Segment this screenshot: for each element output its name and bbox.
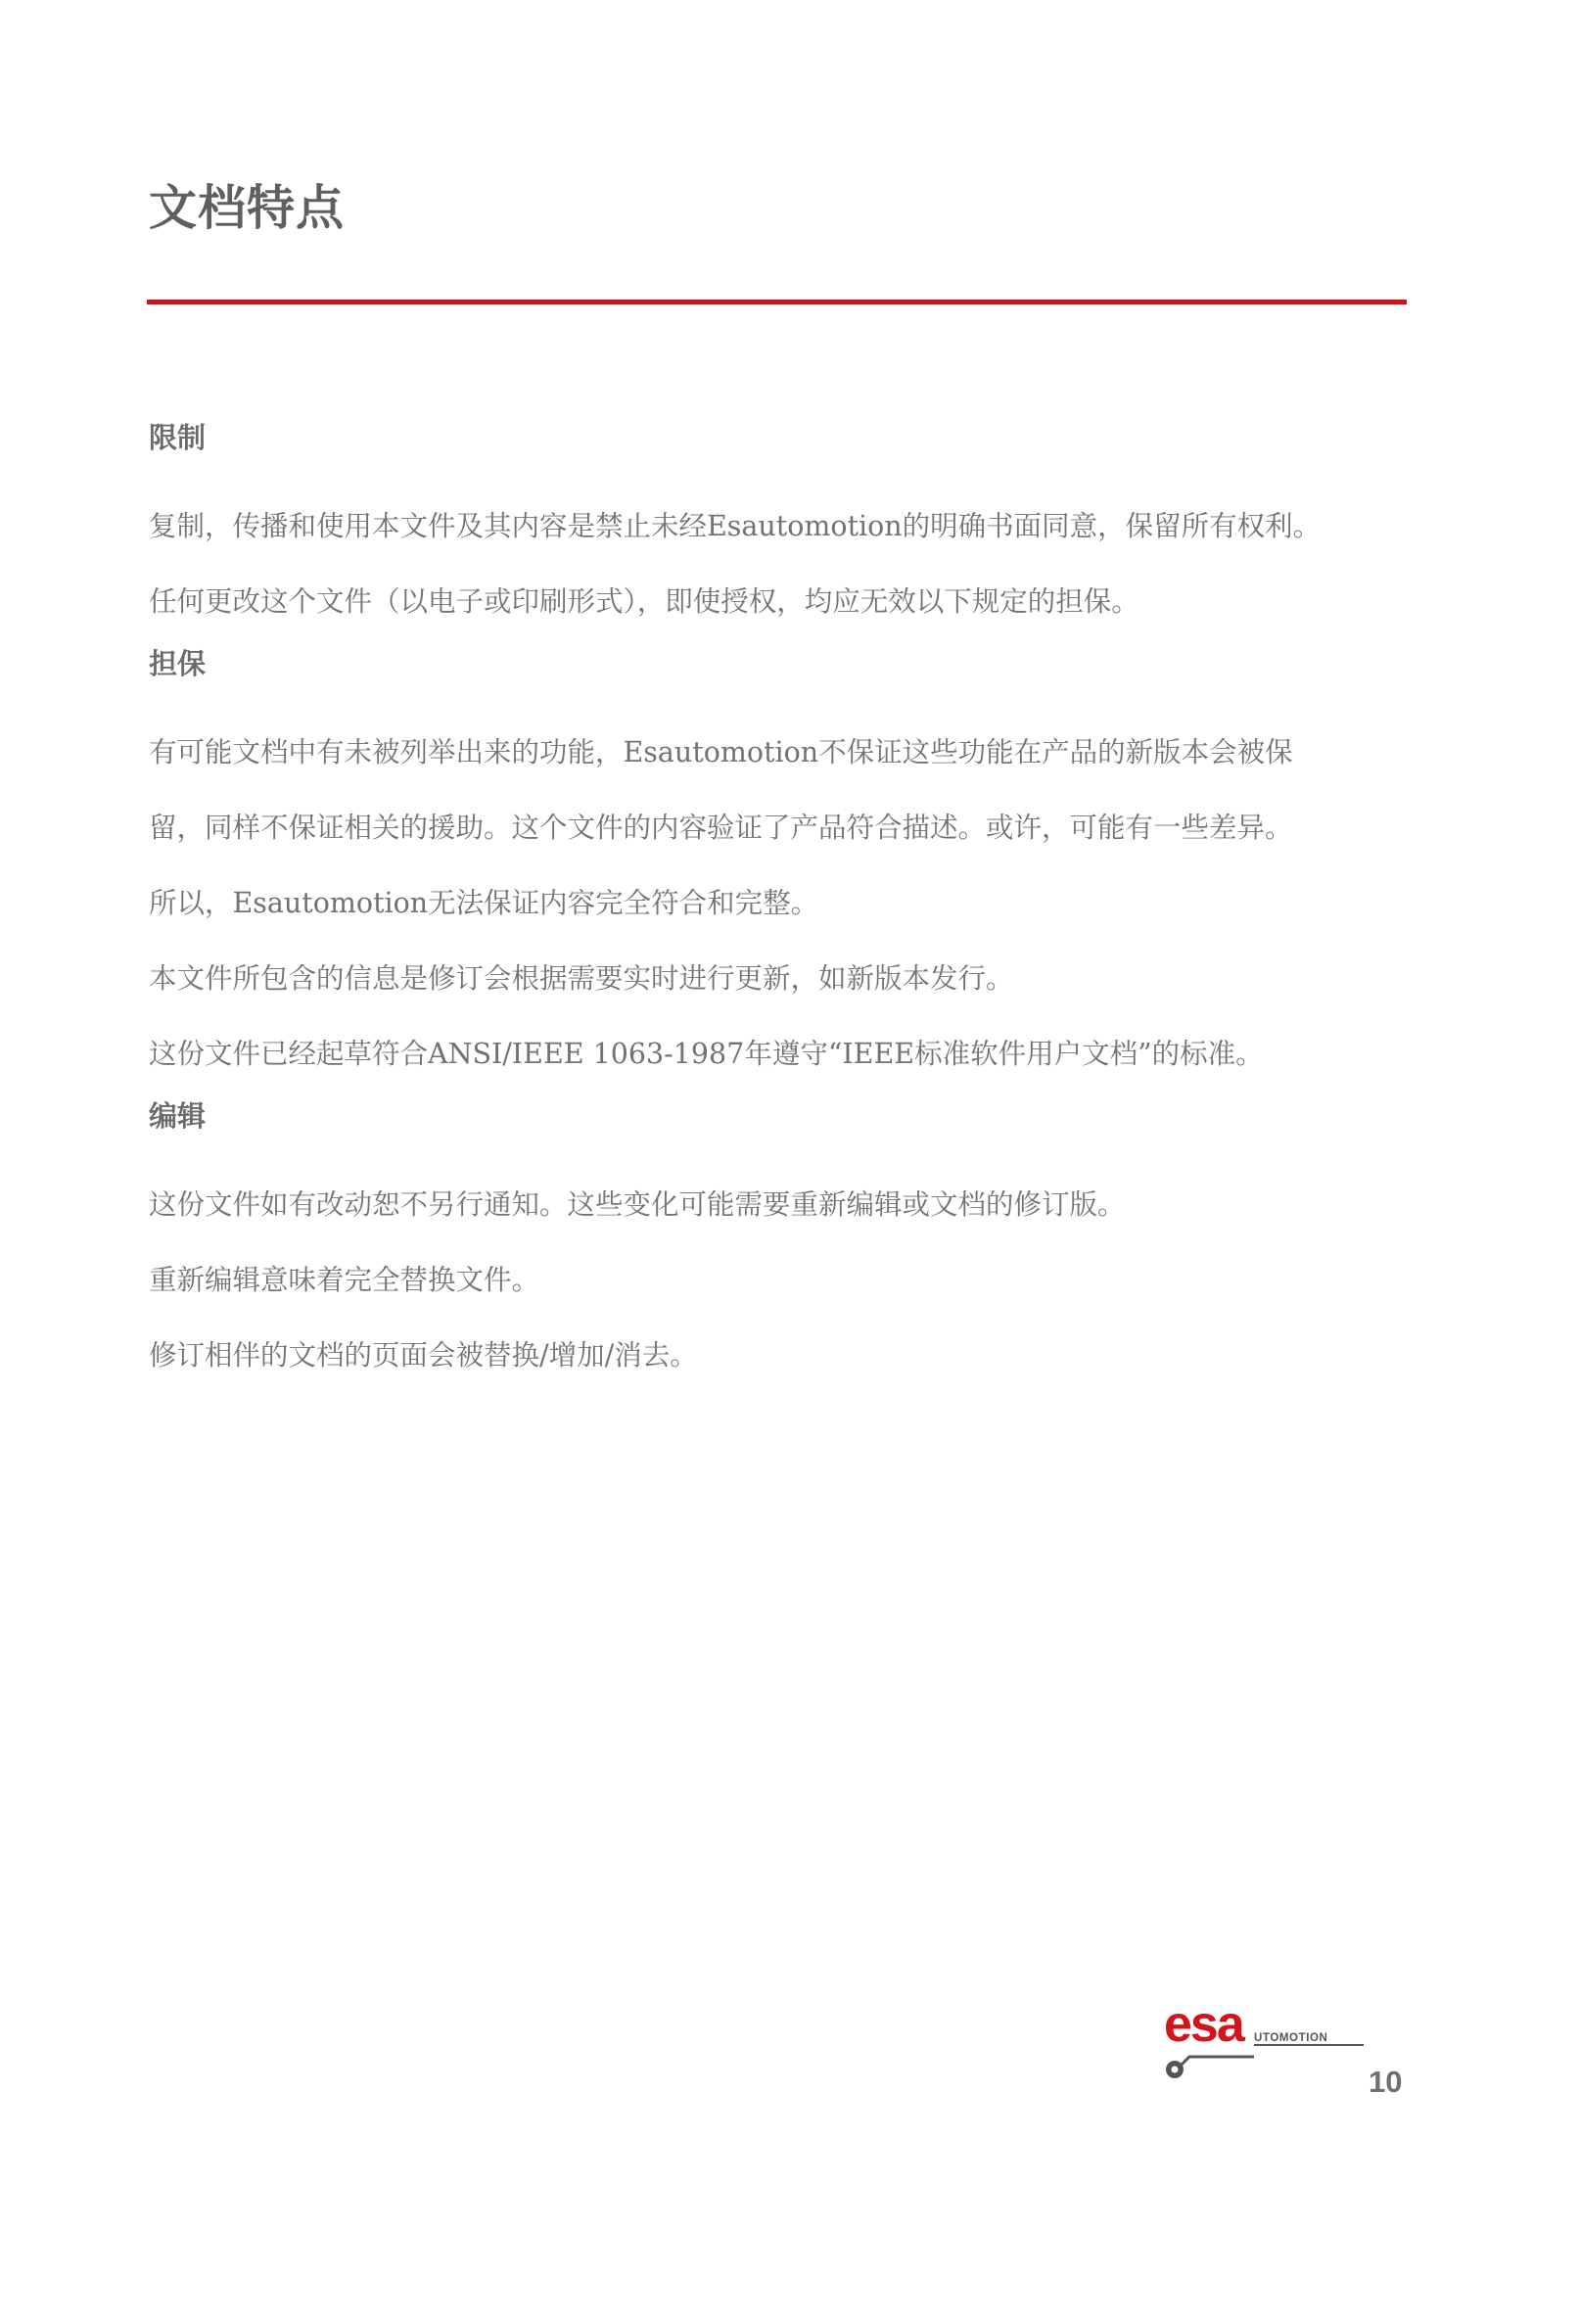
paragraph: 任何更改这个文件（以电子或印刷形式），即使授权，均应无效以下规定的担保。 [149,585,1139,618]
paragraph: 有可能文档中有未被列举出来的功能，Esautomotion不保证这些功能在产品的新版本会被保 [149,736,1293,768]
page-title: 文档特点 [149,179,346,236]
esa-automotion-logo [1160,2000,1366,2083]
paragraph: 这份文件已经起草符合ANSI/IEEE 1063-1987年遵守“IEEE标准软件用户文档”的标准。 [149,1038,1264,1070]
section-heading-warranty: 担保 [149,647,207,680]
section-heading-editing: 编辑 [149,1099,207,1133]
svg-text:esa: esa [1164,2000,1243,2053]
paragraph: 修订相伴的文档的页面会被替换/增加/消去。 [149,1339,698,1371]
paragraph: 重新编辑意味着完全替换文件。 [149,1264,540,1296]
page-number: 10 [1369,2065,1403,2099]
title-divider [147,300,1407,304]
paragraph: 留，同样不保证相关的援助。这个文件的内容验证了产品符合描述。或许，可能有一些差异。 [149,812,1293,844]
section-heading-restrictions: 限制 [149,421,207,454]
paragraph: 这份文件如有改动恕不另行通知。这些变化可能需要重新编辑或文档的修订版。 [149,1188,1126,1221]
svg-text:UTOMOTION: UTOMOTION [1254,2032,1328,2044]
document-body [149,413,1441,1393]
paragraph: 本文件所包含的信息是修订会根据需要实时进行更新，如新版本发行。 [149,962,1014,995]
paragraph: 复制，传播和使用本文件及其内容是禁止未经Esautomotion的明确书面同意，保留所有权利。 [149,510,1322,542]
paragraph: 所以，Esautomotion无法保证内容完全符合和完整。 [149,887,819,919]
